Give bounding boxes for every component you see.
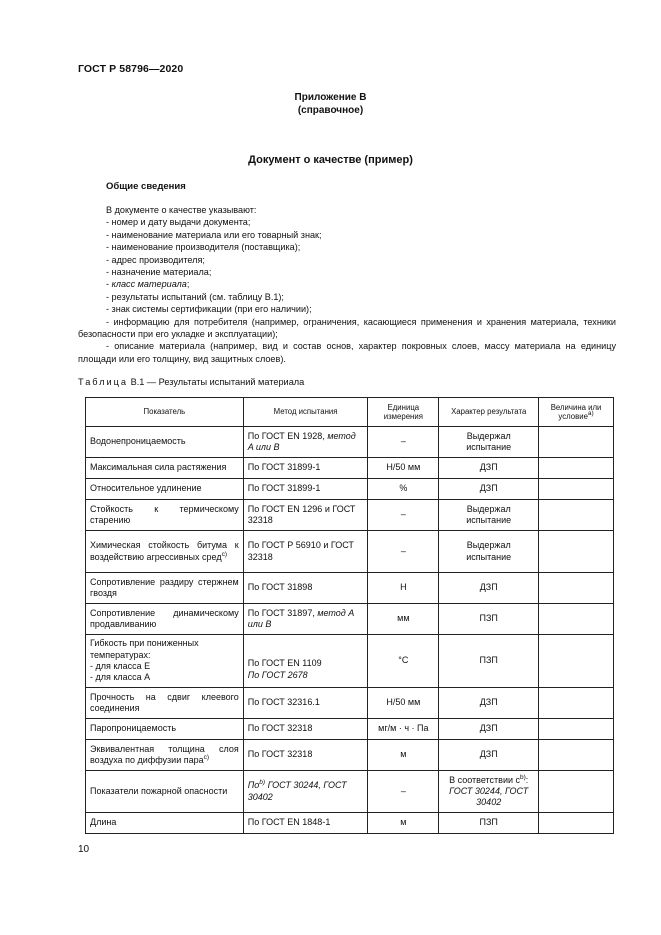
table-row: Гибкость при пониженных температурах: - для класса Е - для класса А По ГОСТ EN 1109 По ГОСТ 2678 °С ПЗП [86, 635, 614, 688]
table-row: Прочность на сдвиг клеевого соединения По ГОСТ 32316.1 Н/50 мм ДЗП [86, 688, 614, 719]
list-item: - результаты испытаний (см. таблицу В.1); [106, 291, 284, 302]
document-title: Документ о качестве (пример) [248, 154, 413, 166]
table-row: Показатели пожарной опасности $По^{b)}$ ГОСТ 30244, ГОСТ 30402 – В соответствии $с^{b)}$: ГОСТ 30244, ГОСТ 30402 [86, 771, 614, 813]
header-result: Характер результата [439, 398, 539, 427]
list-item: - адрес производителя; [106, 254, 205, 265]
page-number: 10 [78, 844, 90, 855]
table-caption-text: В.1 — Результаты испытаний материала [128, 377, 305, 387]
header-value: Величина или условие$^{а)}$ [539, 398, 614, 427]
table-caption [78, 377, 304, 387]
results-table [85, 397, 614, 834]
header-indicator: Показатель [86, 398, 244, 427]
table-row: Сопротивление раздиру стержнем гвоздя По ГОСТ 31898 Н ДЗП [86, 573, 614, 604]
table-row: Химическая стойкость битума к воздействию агрессивных сред$^{c)}$ По ГОСТ Р 56910 и ГОСТ 32318 – Выдержал испытание [86, 531, 614, 573]
list-item-class: - класс материала; [106, 279, 190, 290]
list-item: - знак системы сертификации (при его наличии); [106, 304, 312, 315]
table-row: Водонепроницаемость По ГОСТ EN 1928, метод A или B – Выдержал испытание [86, 427, 614, 458]
table-row: Сопротивление динамическому продавливанию По ГОСТ 31897, метод A или B мм ПЗП [86, 604, 614, 635]
list-item: - назначение материала; [106, 267, 212, 278]
paragraph-consumer-info: - информацию для потребителя (например, ограничения, касающиеся применения и хранения материала, техники безопасности при его укладке и эксплуатации); [78, 316, 616, 340]
standard-header: ГОСТ Р 58796—2020 [78, 63, 184, 75]
header-method: Метод испытания [243, 398, 368, 427]
list-item: - наименование производителя (поставщика); [106, 242, 301, 253]
table-row: Эквивалентная толщина слоя воздуха по диффузии пара$^{c)}$ По ГОСТ 32318 м ДЗП [86, 740, 614, 771]
table-row: Паропроницаемость По ГОСТ 32318 мг/м · ч · Па ДЗП [86, 719, 614, 740]
table-row: Относительное удлинение По ГОСТ 31899-1 % ДЗП [86, 479, 614, 500]
table-row: Длина По ГОСТ EN 1848-1 м ПЗП [86, 813, 614, 834]
paragraph-material-description: - описание материала (например, вид и состав основ, характер покровных слоев, массу материала на единицу площади или его толщину, вид защитных слоев). [78, 341, 616, 364]
table-row: Стойкость к термическому старению По ГОСТ EN 1296 и ГОСТ 32318 – Выдержал испытание [86, 500, 614, 531]
class-italic: класс материала [111, 279, 187, 290]
table-header-row [86, 398, 614, 427]
section-body [78, 204, 616, 365]
table-caption-word: Таблица [78, 377, 129, 387]
appendix-title: Приложение В [294, 92, 367, 103]
list-item: - наименование материала или его товарный знак; [106, 229, 322, 240]
list-item: - номер и дату выдачи документа; [106, 217, 251, 228]
section-heading: Общие сведения [106, 181, 186, 192]
table-row: Максимальная сила растяжения По ГОСТ 31899-1 Н/50 мм ДЗП [86, 458, 614, 479]
intro-line: В документе о качестве указывают: [106, 205, 257, 215]
header-unit: Единица измерения [368, 398, 439, 427]
appendix-subtitle: (справочное) [297, 105, 364, 116]
